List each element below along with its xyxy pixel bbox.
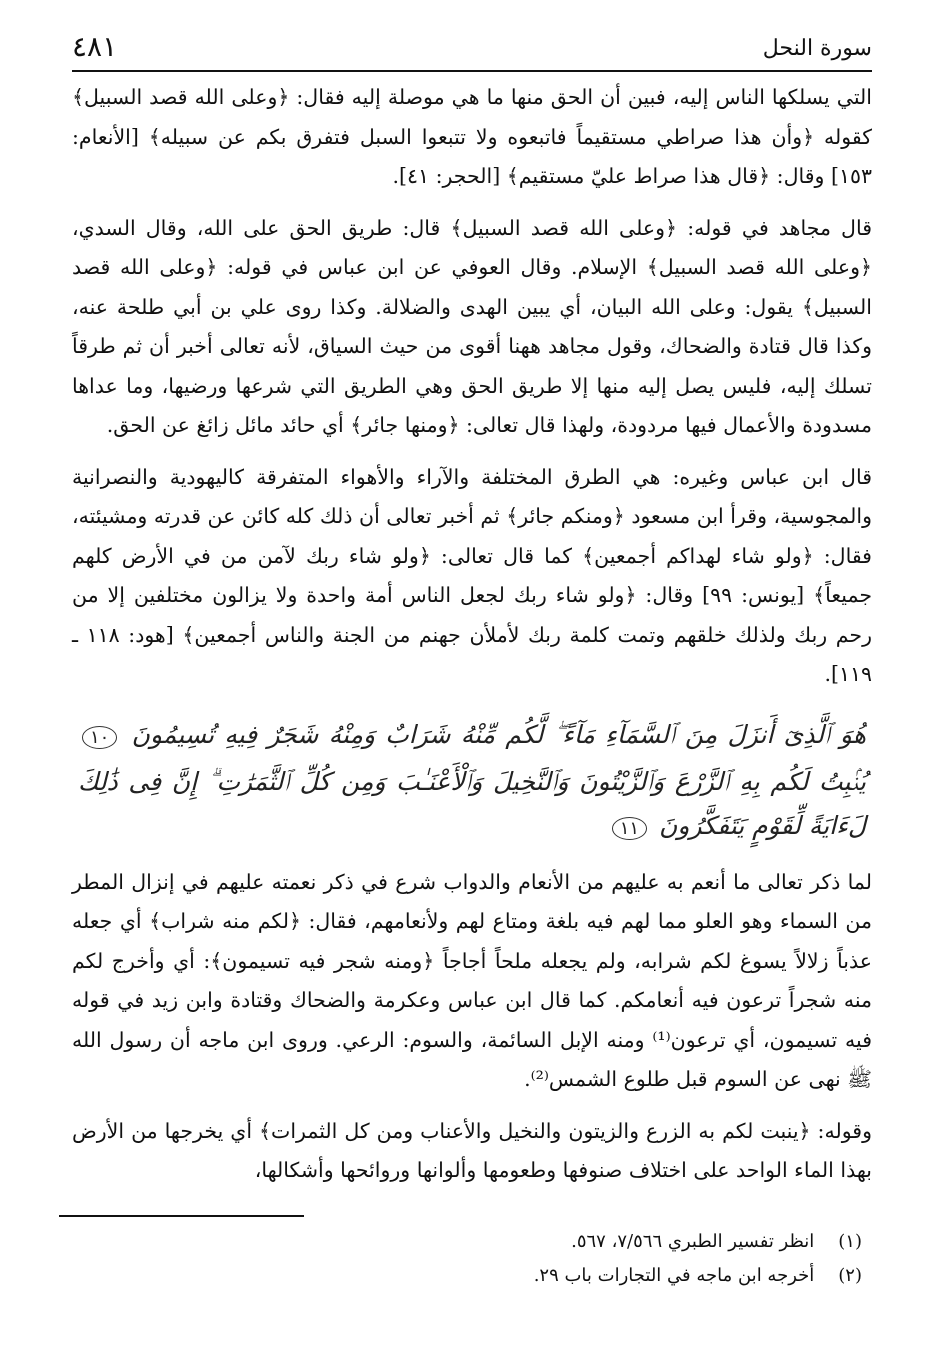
paragraph-2 — [72, 209, 872, 446]
ayah-number-marker: ١١ — [612, 817, 647, 840]
footnote-number: (١) — [838, 1230, 862, 1252]
paragraph-text: لما ذكر تعالى ما أنعم به عليهم من الأنعام والدواب شرع في ذكر نعمته عليهم في إنزال المطر من السماء وهو العلو مما لهم فيه بلغة ومتاع لهم ولأنعامهم، فقال: ﴿لكم منه شراب﴾ أي جعله عذباً زلالاً يسوغ لكم شرابه، ولم يجعله ملحاً أجاجاً ﴿ومنه شجر فيه تسيمون﴾: أي وأخرج لكم منه شجراً ترعون فيه أنعامكم. كما قال ابن عباس وعكرمة والضحاك وقتادة وابن زيد في قوله فيه تسيمون، أي ترعون⁽¹⁾ ومنه الإبل السائمة، والسوم: الرعي. وروى ابن ماجه أن رسول الله ﷺ نهى عن السوم قبل طلوع الشمس⁽²⁾. — [72, 869, 872, 1091]
verse-text: هُوَ ٱلَّذِىٓ أَنزَلَ مِنَ ٱلسَّمَآءِ مَآءً ۖ لَّكُم مِّنْهُ شَرَابٌ وَمِنْهُ شَجَرٌ فِيهِ تُسِيمُونَ — [131, 719, 866, 749]
book-page — [72, 30, 872, 1293]
paragraph-5 — [72, 1112, 872, 1191]
paragraph-text: قال مجاهد في قوله: ﴿وعلى الله قصد السبيل﴾ قال: طريق الحق على الله، وقال السدي، ﴿وعلى الله قصد السبيل﴾ الإسلام. وقال العوفي عن ابن عباس في قوله: ﴿وعلى الله قصد السبيل﴾ يقول: وعلى الله البيان، أي يبين الهدى والضلالة. وكذا روى علي بن أبي طلحة عنه، وكذا قال قتادة والضحاك، وقول مجاهد ههنا أقوى من حيث السياق، لأنه تعالى أخبر أن ثم طرقاً تسلك إليه، فليس يصل إليه منها إلا طريق الحق وهي الطريق التي شرعها ورضيها، وما عداها مسدودة والأعمال فيها مردودة، ولهذا قال تعالى: ﴿ومنها جائر﴾ أي حائد مائل زائغ عن الحق. — [72, 215, 872, 437]
paragraph-1 — [72, 78, 872, 197]
paragraph-text: قال ابن عباس وغيره: هي الطرق المختلفة والآراء والأهواء المتفرقة كاليهودية والنصرانية والمجوسية، وقرأ ابن مسعود ﴿ومنكم جائر﴾ ثم أخبر تعالى أن ذلك كله كائن عن قدرته ومشيئته، فقال: ﴿ولو شاء لهداكم أجمعين﴾ كما قال تعالى: ﴿ولو شاء ربك لآمن من في الأرض كلهم جميعاً﴾ [يونس: ٩٩] وقال: ﴿ولو شاء ربك لجعل الناس أمة واحدة ولا يزالون مختلفين إلا من رحم ربك ولذلك خلقهم وتمت كلمة ربك لأملأن جهنم من الجنة والناس أجمعين﴾ [هود: ١١٨ ـ ١١٩]. — [72, 464, 872, 686]
page-number: ٤٨١ — [72, 30, 118, 63]
footnote — [72, 1225, 862, 1259]
footnote-number: (٢) — [838, 1264, 862, 1286]
verse-text: يُنۢبِتُ لَكُم بِهِ ٱلزَّرْعَ وَٱلزَّيْتُونَ وَٱلنَّخِيلَ وَٱلْأَعْنَـٰبَ وَمِن كُلِّ ٱلثَّمَرَٰتِ ۗ إِنَّ فِى ذَٰلِكَ لَءَايَةً لِّقَوْمٍ يَتَفَكَّرُونَ — [78, 766, 866, 840]
paragraph-3 — [72, 458, 872, 695]
footnotes — [72, 1225, 872, 1293]
paragraph-text: التي يسلكها الناس إليه، فبين أن الحق منها ما هي موصلة إليه فقال: ﴿وعلى الله قصد السبيل﴾ كقوله ﴿وأن هذا صراطي مستقيماً فاتبعوه ولا تتبعوا السبل فتفرق بكم عن سبيله﴾ [الأنعام: ١٥٣] وقال: ﴿قال هذا صراط عليّ مستقيم﴾ [الحجر: ٤١]. — [72, 85, 872, 188]
footnote-separator — [59, 1215, 304, 1217]
paragraph-text: وقوله: ﴿ينبت لكم به الزرع والزيتون والنخيل والأعناب ومن كل الثمرات﴾ أي يخرجها من الأرض بهذا الماء الواحد على اختلاف صنوفها وطعومها وألوانها وروائحها وأشكالها، — [72, 1118, 872, 1182]
surah-title: سورة النحل — [762, 36, 872, 61]
footnote-text: انظر تفسير الطبري ٧/٥٦٦، ٥٦٧. — [571, 1230, 815, 1252]
footnote-text: أخرجه ابن ماجه في التجارات باب ٢٩. — [533, 1264, 815, 1286]
footnote — [72, 1259, 862, 1293]
ayah-number-marker: ١٠ — [82, 726, 117, 749]
paragraph-4 — [72, 863, 872, 1100]
quran-verse-block — [78, 713, 866, 851]
page-header — [72, 30, 872, 72]
